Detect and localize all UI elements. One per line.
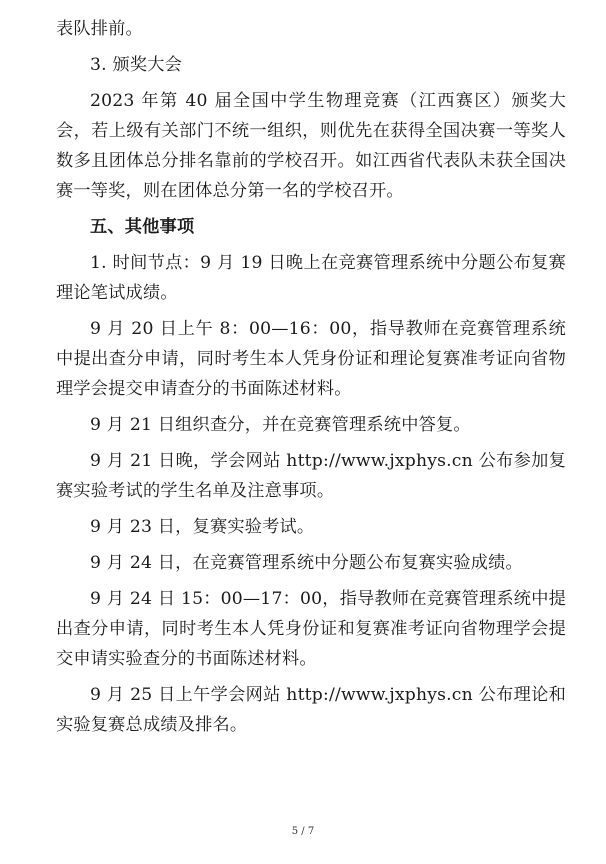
page-number: 5 / 7 [291,826,315,837]
paragraph-continuation: 表队排前。 [56,19,143,39]
paragraph-timeline-1: 1. 时间节点：9 月 19 日晚上在竞赛管理系统中分题公布复赛理论笔试成绩。 [56,253,566,303]
paragraph-timeline-5: 9 月 23 日，复赛实验考试。 [90,517,315,537]
document-body [56,14,566,740]
paragraph-timeline-8: 9 月 25 日上午学会网站 http://www.jxphys.cn 公布理论和实验复赛总成绩及排名。 [56,685,566,735]
paragraph-timeline-2: 9 月 20 日上午 8：00—16：00，指导教师在竞赛管理系统中提出查分申请，同时考生本人凭身份证和理论复赛准考证向省物理学会提交申请查分的书面陈述材料。 [56,319,566,399]
section-heading-other-matters: 五、其他事项 [90,217,195,237]
paragraph-timeline-3: 9 月 21 日组织查分，并在竞赛管理系统中答复。 [90,415,471,435]
paragraph-timeline-6: 9 月 24 日，在竞赛管理系统中分题公布复赛实验成绩。 [90,553,523,573]
subheading-award-ceremony: 3. 颁奖大会 [90,55,183,75]
paragraph-timeline-4: 9 月 21 日晚，学会网站 http://www.jxphys.cn 公布参加复赛实验考试的学生名单及注意事项。 [56,451,566,501]
paragraph-award-ceremony: 2023 年第 40 届全国中学生物理竞赛（江西赛区）颁奖大会，若上级有关部门不统一组织，则优先在获得全国决赛一等奖人数多且团体总分排名靠前的学校召开。如江西省代表队未获全国决赛一等奖，则在团体总分第一名的学校召开。 [56,91,566,201]
paragraph-timeline-7: 9 月 24 日 15：00—17：00，指导教师在竞赛管理系统中提出查分申请，同时考生本人凭身份证和复赛准考证向省物理学会提交申请实验查分的书面陈述材料。 [56,589,566,669]
